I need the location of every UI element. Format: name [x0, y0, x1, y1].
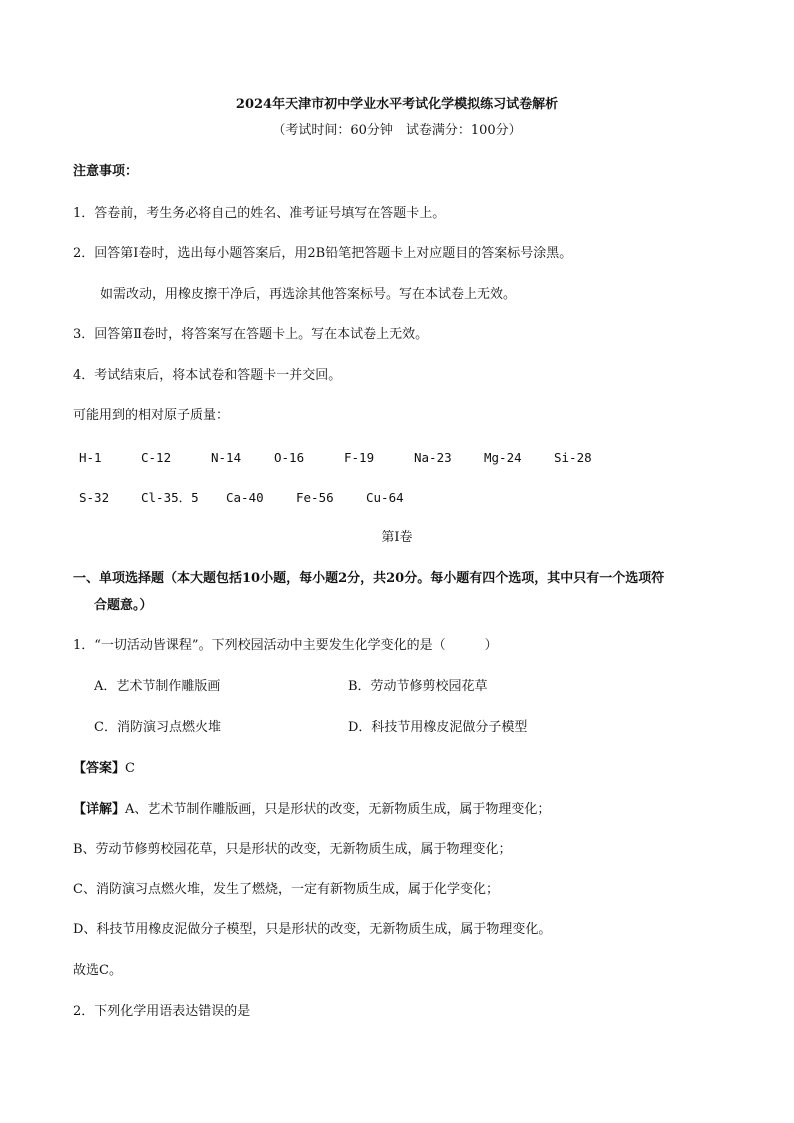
exam-info: （考试时间：60分钟 试卷满分：100分）: [272, 123, 522, 138]
option-c: C．消防演习点燃火堆: [94, 720, 221, 735]
atomic-mass-item: O-16: [274, 450, 305, 465]
atomic-mass-item: Si-28: [554, 450, 592, 465]
detail-text: A、艺术节制作雕版画，只是形状的改变，无新物质生成，属于物理变化；: [125, 802, 551, 817]
detail-text: D、科技节用橡皮泥做分子模型，只是形状的改变，无新物质生成，属于物理变化。: [73, 922, 552, 937]
notice-item: 3．回答第Ⅱ卷时，将答案写在答题卡上。写在本试卷上无效。: [73, 327, 429, 342]
volume-heading: 第Ⅰ卷: [381, 530, 413, 545]
notice-item: 1．答卷前，考生务必将自己的姓名、准考证号填写在答题卡上。: [73, 206, 446, 221]
option-d: D．科技节用橡皮泥做分子模型: [348, 720, 528, 735]
section-heading: 一、单项选择题（本大题包括10小题，每小题2分，共20分。每小题有四个选项，其中只有一个选项符: [73, 571, 665, 586]
atomic-mass-item: H-1: [79, 450, 102, 465]
atomic-mass-item: Na-23: [414, 450, 452, 465]
notice-heading: 注意事项：: [73, 164, 139, 179]
atomic-mass-heading: 可能用到的相对原子质量：: [73, 408, 230, 423]
atomic-mass-item: C-12: [141, 450, 172, 465]
answer-line: [73, 760, 135, 778]
atomic-mass-item: Mg-24: [484, 450, 522, 465]
conclusion: 故选C。: [73, 963, 122, 978]
question-1-stem: 1．“一切活动皆课程”。下列校园活动中主要发生化学变化的是（ ）: [73, 638, 498, 653]
section-heading-continued: 合题意。）: [94, 598, 153, 613]
atomic-mass-item: Fe-56: [296, 490, 334, 505]
notice-item: 2．回答第Ⅰ卷时，选出每小题答案后，用2B铅笔把答题卡上对应题目的答案标号涂黑。: [73, 246, 573, 261]
answer-label: 【答案】: [73, 761, 126, 776]
atomic-mass-item: Cu-64: [366, 490, 404, 505]
atomic-mass-item: Cl-35．5: [141, 490, 199, 505]
option-a: A．艺术节制作雕版画: [94, 679, 221, 694]
detail-label: 【详解】: [73, 802, 126, 817]
option-b: B．劳动节修剪校园花草: [348, 679, 488, 694]
atomic-mass-item: F-19: [344, 450, 375, 465]
detail-line: [73, 801, 550, 819]
atomic-mass-item: S-32: [79, 490, 110, 505]
notice-item-continued: 如需改动，用橡皮擦干净后，再选涂其他答案标号。写在本试卷上无效。: [100, 287, 517, 302]
document-title: 2024年天津市初中学业水平考试化学模拟练习试卷解析: [235, 97, 559, 112]
detail-text: B、劳动节修剪校园花草，只是形状的改变，无新物质生成，属于物理变化；: [73, 842, 512, 857]
atomic-mass-item: Ca-40: [226, 490, 264, 505]
atomic-mass-item: N-14: [211, 450, 242, 465]
notice-item: 4．考试结束后，将本试卷和答题卡一并交回。: [73, 368, 342, 383]
question-2-stem: 2．下列化学用语表达错误的是: [73, 1004, 251, 1019]
detail-text: C、消防演习点燃火堆，发生了燃烧，一定有新物质生成，属于化学变化；: [73, 882, 499, 897]
answer-value: C: [125, 761, 135, 776]
